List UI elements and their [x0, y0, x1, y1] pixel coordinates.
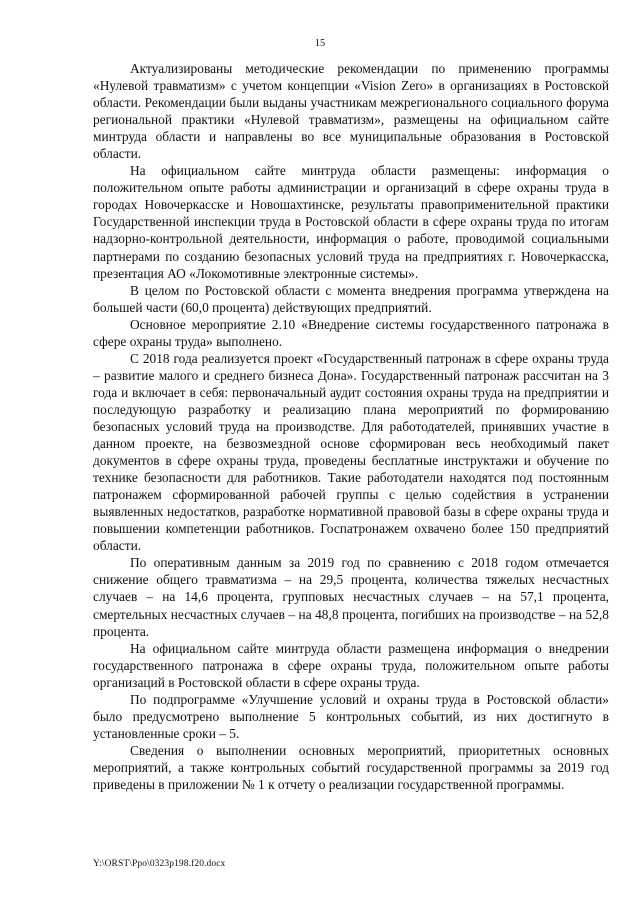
- paragraph-methodical-recommendations: Актуализированы методические рекомендации по применению программы «Нулевой травматизм» с учетом концепции «Vision Zero» в организациях в Ростовской области. Рекомендации были выданы участникам межрегионального социального форума региональной практики «Нулевой травматизм», размещены на официальном сайте минтруда области и направлены во все муниципальные образования в Ростовской области.: [93, 61, 609, 162]
- footer-file-path: Y:\ORST\Ppo\0323p198.f20.docx: [93, 859, 226, 869]
- paragraph-patronage-info: На официальном сайте минтруда области размещена информация о внедрении государственного патронажа в сфере охраны труда, положительном опыте работы организаций в Ростовской области в сфере охраны труда.: [93, 640, 609, 690]
- paragraph-official-site-info: На официальном сайте минтруда области размещены: информация о положительном опыте работы администрации и организаций в сфере охраны труда в городах Новочеркасске и Новошахтинске, результаты правоприменительной практики Государственной инспекции труда в Ростовской области в сфере охраны труда по итогам надзорно-контрольной деятельности, информация о работе, проводимой социальными партнерами по созданию безопасных условий труда на предприятиях г. Новочеркасска, презентация АО «Локомотивные электронные системы».: [93, 163, 609, 281]
- paragraph-appendix-reference: Сведения о выполнении основных мероприятий, приоритетных основных мероприятий, а также контрольных событий государственной программы за 2019 год приведены в приложении № 1 к отчету о реализации государственной программы.: [93, 742, 609, 792]
- paragraph-program-adoption: В целом по Ростовской области с момента внедрения программа утверждена на большей части (60,0 процента) действующих предприятий.: [93, 282, 609, 315]
- paragraph-measure-2-10: Основное мероприятие 2.10 «Внедрение системы государственного патронажа в сфере охраны труда» выполнено.: [93, 316, 609, 349]
- paragraph-subprogram-events: По подпрограмме «Улучшение условий и охраны труда в Ростовской области» было предусмотрено выполнение 5 контрольных событий, из них достигнуто в установленные сроки – 5.: [93, 691, 609, 741]
- page-number: 15: [314, 38, 326, 49]
- document-body: [93, 60, 609, 793]
- paragraph-state-patronage-project: С 2018 года реализуется проект «Государственный патронаж в сфере охраны труда – развитие малого и среднего бизнеса Дона». Государственный патронаж рассчитан на 3 года и включает в себя: первоначальный аудит состояния охраны труда на предприятии и последующую разработку и реализацию плана мероприятий по формированию безопасных условий труда на производстве. Для работодателей, принявших участие в данном проекте, на безвозмездной основе сформирован весь необходимый пакет документов в сфере охраны труда, проведены бесплатные инструктажи и обучение по технике безопасности для работников. Такие работодатели находятся под постоянным патронажем сформированной рабочей группы с целью содействия в устранении выявленных недостатков, разработке нормативной правовой базы в сфере охраны труда и повышении компетенции работников. Госпатронажем охвачено более 150 предприятий области.: [93, 350, 609, 554]
- paragraph-injury-statistics: По оперативным данным за 2019 год по сравнению с 2018 годом отмечается снижение общего травматизма – на 29,5 процента, количества тяжелых несчастных случаев – на 14,6 процента, групповых несчастных случаев – на 57,1 процента, смертельных несчастных случаев – на 48,8 процента, погибших на производстве – на 52,8 процента.: [93, 555, 609, 639]
